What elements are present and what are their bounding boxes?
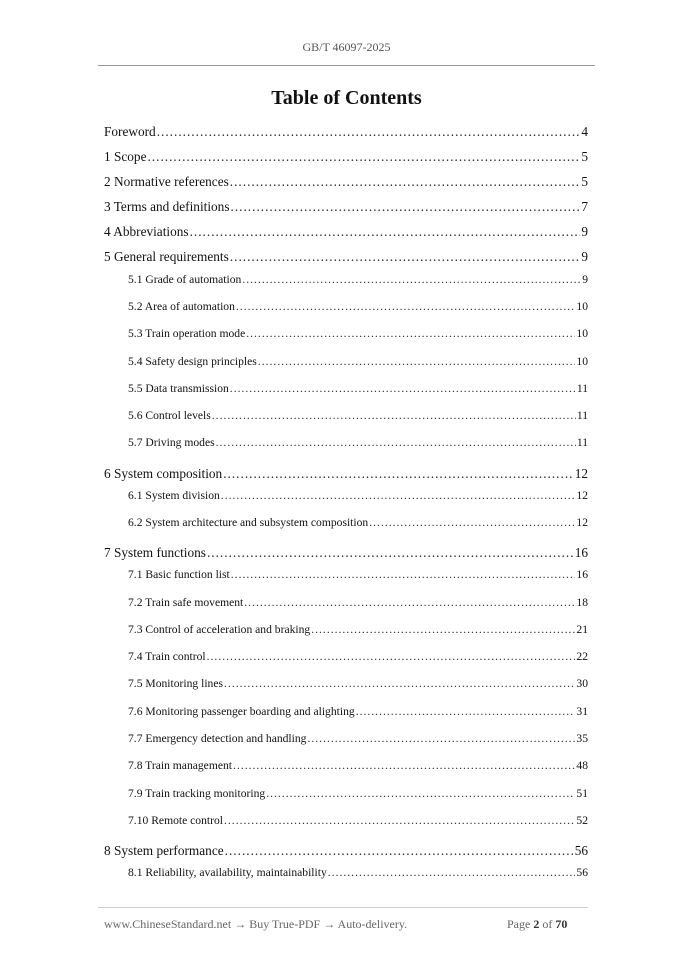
toc-leader-dots: [216, 436, 576, 449]
toc-entry-page: 9: [582, 273, 588, 286]
toc-entry-label: 5.5 Data transmission: [128, 382, 229, 395]
total-page-count: 70: [555, 917, 568, 931]
toc-entry-system-functions[interactable]: [104, 545, 588, 561]
toc-entry-page: 9: [581, 224, 588, 239]
toc-entry-system-performance[interactable]: [104, 843, 588, 859]
toc-leader-dots: [207, 650, 576, 663]
toc-leader-dots: [230, 382, 576, 395]
toc-entry-label: 7.7 Emergency detection and handling: [128, 732, 307, 745]
toc-entry-label: 2 Normative references: [104, 174, 229, 189]
toc-entry-page: 56: [574, 843, 588, 858]
toc-entry-page: 30: [576, 677, 588, 690]
toc-entry-7-2[interactable]: [104, 596, 588, 609]
toc-leader-dots: [244, 596, 575, 609]
toc-entry-5-6[interactable]: [104, 409, 588, 422]
toc-leader-dots: [356, 705, 576, 718]
toc-entry-page: 11: [576, 436, 588, 449]
toc-entry-7-7[interactable]: [104, 732, 588, 745]
toc-entry-page: 10: [576, 300, 588, 313]
toc-entry-7-9[interactable]: [104, 787, 588, 800]
toc-entry-label: 5.3 Train operation mode: [128, 327, 246, 340]
toc-entry-8-1[interactable]: [104, 866, 588, 879]
toc-leader-dots: [224, 677, 575, 690]
toc-entry-7-5[interactable]: [104, 677, 588, 690]
toc-entry-label: 5 General requirements: [104, 249, 229, 264]
toc-entry-page: 10: [576, 327, 588, 340]
toc-entry-7-10[interactable]: [104, 814, 588, 827]
toc-entry-5-4[interactable]: [104, 355, 588, 368]
toc-leader-dots: [147, 149, 580, 165]
current-page-number: 2: [533, 917, 540, 931]
page-word: Page: [507, 917, 531, 931]
toc-leader-dots: [258, 355, 576, 368]
toc-entry-page: 7: [581, 199, 588, 214]
toc-entry-5-3[interactable]: [104, 327, 588, 340]
toc-entry-label: 5.1 Grade of automation: [128, 273, 242, 286]
of-word: of: [542, 917, 553, 931]
toc-leader-dots: [233, 759, 575, 772]
toc-entry-7-4[interactable]: [104, 650, 588, 663]
toc-leader-dots: [230, 249, 581, 265]
toc-entry-page: 12: [574, 466, 588, 481]
toc-entry-label: 3 Terms and definitions: [104, 199, 230, 214]
toc-entry-5-7[interactable]: [104, 436, 588, 449]
toc-entry-label: 5.6 Control levels: [128, 409, 211, 422]
toc-leader-dots: [242, 273, 581, 286]
footer-divider: [98, 907, 588, 908]
toc-leader-dots: [231, 199, 581, 215]
toc-leader-dots: [266, 787, 575, 800]
toc-entry-6-2[interactable]: [104, 516, 588, 529]
toc-entry-label: 7.2 Train safe movement: [128, 596, 244, 609]
toc-entry-7-3[interactable]: [104, 623, 588, 636]
header-divider: [98, 65, 595, 66]
toc-leader-dots: [225, 843, 574, 859]
toc-entry-page: 9: [581, 249, 588, 264]
toc-entry-page: 51: [576, 787, 588, 800]
page-title: Table of Contents: [271, 87, 422, 109]
toc-leader-dots: [207, 545, 574, 561]
toc-entry-page: 11: [576, 409, 588, 422]
toc-leader-dots: [307, 732, 575, 745]
toc-entry-5-2[interactable]: [104, 300, 588, 313]
toc-leader-dots: [190, 224, 581, 240]
toc-entry-label: 7.4 Train control: [128, 650, 206, 663]
toc-leader-dots: [328, 866, 576, 879]
toc-leader-dots: [246, 327, 575, 340]
toc-entry-page: 16: [574, 545, 588, 560]
toc-entry-page: 21: [576, 623, 588, 636]
toc-leader-dots: [230, 174, 581, 190]
toc-entry-page: 48: [576, 759, 588, 772]
toc-leader-dots: [231, 568, 576, 581]
toc-entry-system-composition[interactable]: [104, 466, 588, 482]
document-code-header: GB/T 46097-2025: [302, 40, 391, 54]
toc-entry-label: 8.1 Reliability, availability, maintainability: [128, 866, 327, 879]
toc-entry-foreword[interactable]: [104, 124, 588, 140]
toc-entry-page: 5: [581, 174, 588, 189]
toc-entry-5-5[interactable]: [104, 382, 588, 395]
toc-leader-dots: [369, 516, 575, 529]
toc-entry-5-1[interactable]: [104, 273, 588, 286]
toc-entry-label: 7.5 Monitoring lines: [128, 677, 224, 690]
toc-entry-label: 7.6 Monitoring passenger boarding and alighting: [128, 705, 355, 718]
toc-entry-label: 4 Abbreviations: [104, 224, 189, 239]
toc-entry-label: 7.10 Remote control: [128, 814, 223, 827]
toc-entry-label: 5.7 Driving modes: [128, 436, 215, 449]
toc-entry-page: 35: [576, 732, 588, 745]
toc-entry-page: 12: [576, 489, 588, 502]
toc-entry-label: 7.8 Train management: [128, 759, 233, 772]
toc-leader-dots: [224, 814, 575, 827]
toc-entry-general-requirements[interactable]: [104, 249, 588, 265]
toc-entry-page: 18: [576, 596, 588, 609]
toc-entry-label: 8 System performance: [104, 843, 224, 858]
toc-entry-label: 6.1 System division: [128, 489, 220, 502]
toc-entry-6-1[interactable]: [104, 489, 588, 502]
toc-entry-normative-references[interactable]: [104, 174, 588, 190]
toc-entry-page: 10: [576, 355, 588, 368]
toc-entry-label: 7.1 Basic function list: [128, 568, 230, 581]
toc-entry-label: 5.4 Safety design principles: [128, 355, 257, 368]
toc-entry-label: 7.9 Train tracking monitoring: [128, 787, 266, 800]
toc-entry-page: 16: [576, 568, 588, 581]
toc-entry-7-1[interactable]: [104, 568, 588, 581]
toc-entry-label: 6 System composition: [104, 466, 223, 481]
toc-entry-page: 31: [576, 705, 588, 718]
toc-entry-page: 56: [576, 866, 588, 879]
footer-page-indicator: [507, 917, 567, 932]
toc-entry-label: 7.3 Control of acceleration and braking: [128, 623, 311, 636]
toc-entry-page: 5: [581, 149, 588, 164]
toc-leader-dots: [221, 489, 576, 502]
toc-entry-abbreviations[interactable]: [104, 224, 588, 240]
toc-entry-7-6[interactable]: [104, 705, 588, 718]
toc-entry-page: 52: [576, 814, 588, 827]
toc-leader-dots: [311, 623, 575, 636]
toc-leader-dots: [223, 466, 574, 482]
toc-leader-dots: [236, 300, 576, 313]
footer-store-link[interactable]: www.ChineseStandard.net → Buy True-PDF → Auto-delivery.: [104, 917, 408, 931]
toc-entry-scope[interactable]: [104, 149, 588, 165]
toc-entry-label: Foreword: [104, 124, 156, 139]
toc-entry-label: 7 System functions: [104, 545, 206, 560]
toc-entry-label: 5.2 Area of automation: [128, 300, 235, 313]
toc-entry-label: 6.2 System architecture and subsystem composition: [128, 516, 369, 529]
toc-entry-page: 11: [576, 382, 588, 395]
toc-entry-page: 4: [581, 124, 588, 139]
toc-entry-page: 12: [576, 516, 588, 529]
toc-entry-label: 1 Scope: [104, 149, 147, 164]
toc-entry-page: 22: [576, 650, 588, 663]
toc-entry-terms-and-definitions[interactable]: [104, 199, 588, 215]
toc-leader-dots: [157, 124, 581, 140]
toc-entry-7-8[interactable]: [104, 759, 588, 772]
toc-leader-dots: [212, 409, 576, 422]
